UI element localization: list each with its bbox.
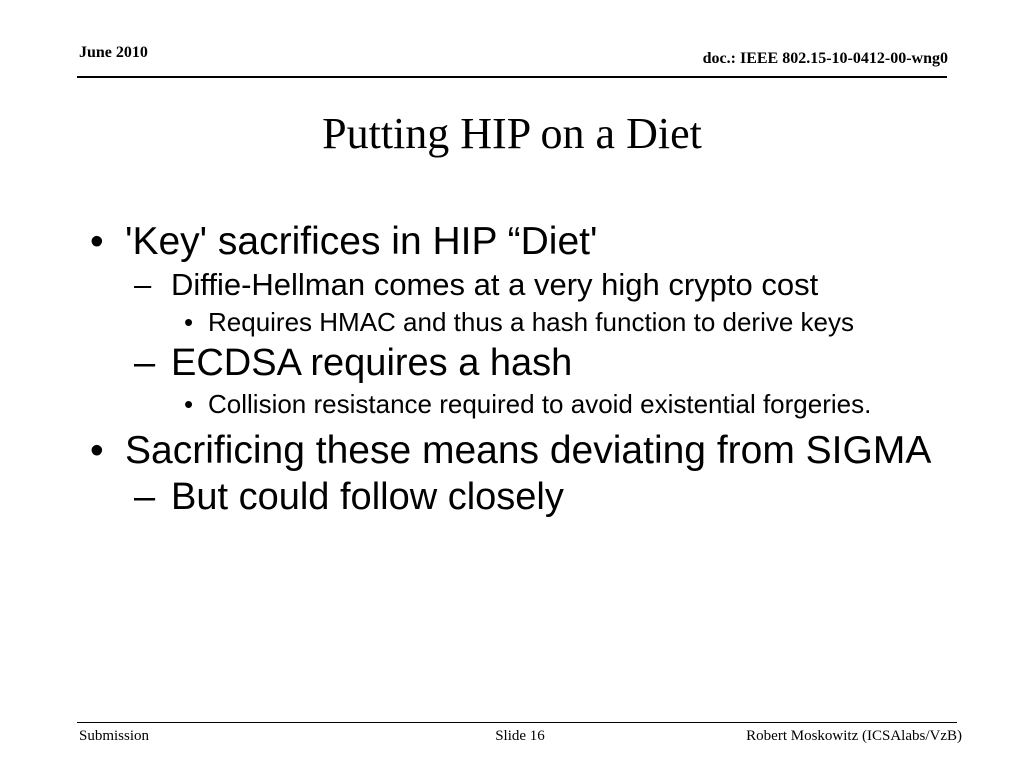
sub-bullet-ecdsa bbox=[90, 343, 950, 383]
sub-bullet-follow-closely bbox=[90, 477, 950, 517]
footer-divider bbox=[77, 722, 957, 723]
dash-marker: – bbox=[134, 342, 156, 384]
footer-slide-number: Slide 16 bbox=[495, 728, 545, 744]
dash-marker: – bbox=[134, 476, 156, 518]
bullet-marker: • bbox=[184, 389, 194, 419]
header-divider bbox=[77, 76, 947, 78]
bullet-marker: • bbox=[90, 220, 104, 263]
sub-sub-bullet-text: Requires HMAC and thus a hash function to derive keys bbox=[208, 307, 855, 337]
bullet-marker: • bbox=[184, 307, 194, 337]
bullet-text: Sacrificing these means deviating from SIGMA bbox=[125, 429, 932, 472]
bullet-key-sacrifices bbox=[90, 222, 950, 262]
sub-bullet-text: But could follow closely bbox=[171, 476, 564, 518]
sub-sub-bullet-text: Collision resistance required to avoid existential forgeries. bbox=[208, 389, 872, 419]
sub-bullet-text: ECDSA requires a hash bbox=[171, 342, 573, 384]
slide-body bbox=[90, 216, 950, 517]
footer-author: Robert Moskowitz (ICSAlabs/VzB) bbox=[746, 728, 962, 744]
slide-title: Putting HIP on a Diet bbox=[322, 109, 702, 158]
sub-sub-bullet-hmac bbox=[90, 308, 950, 337]
sub-bullet-text: Diffie-Hellman comes at a very high crypto cost bbox=[171, 267, 819, 302]
sub-bullet-diffie-hellman bbox=[90, 268, 950, 301]
footer-submission: Submission bbox=[79, 728, 150, 744]
dash-marker: – bbox=[134, 267, 152, 302]
sub-sub-bullet-collision bbox=[90, 390, 950, 419]
bullet-sacrificing bbox=[90, 431, 950, 471]
header-date: June 2010 bbox=[79, 44, 148, 61]
header-doc-id: doc.: IEEE 802.15-10-0412-00-wng0 bbox=[702, 50, 948, 67]
bullet-text: 'Key' sacrifices in HIP “Diet' bbox=[125, 220, 598, 263]
bullet-marker: • bbox=[90, 429, 104, 472]
